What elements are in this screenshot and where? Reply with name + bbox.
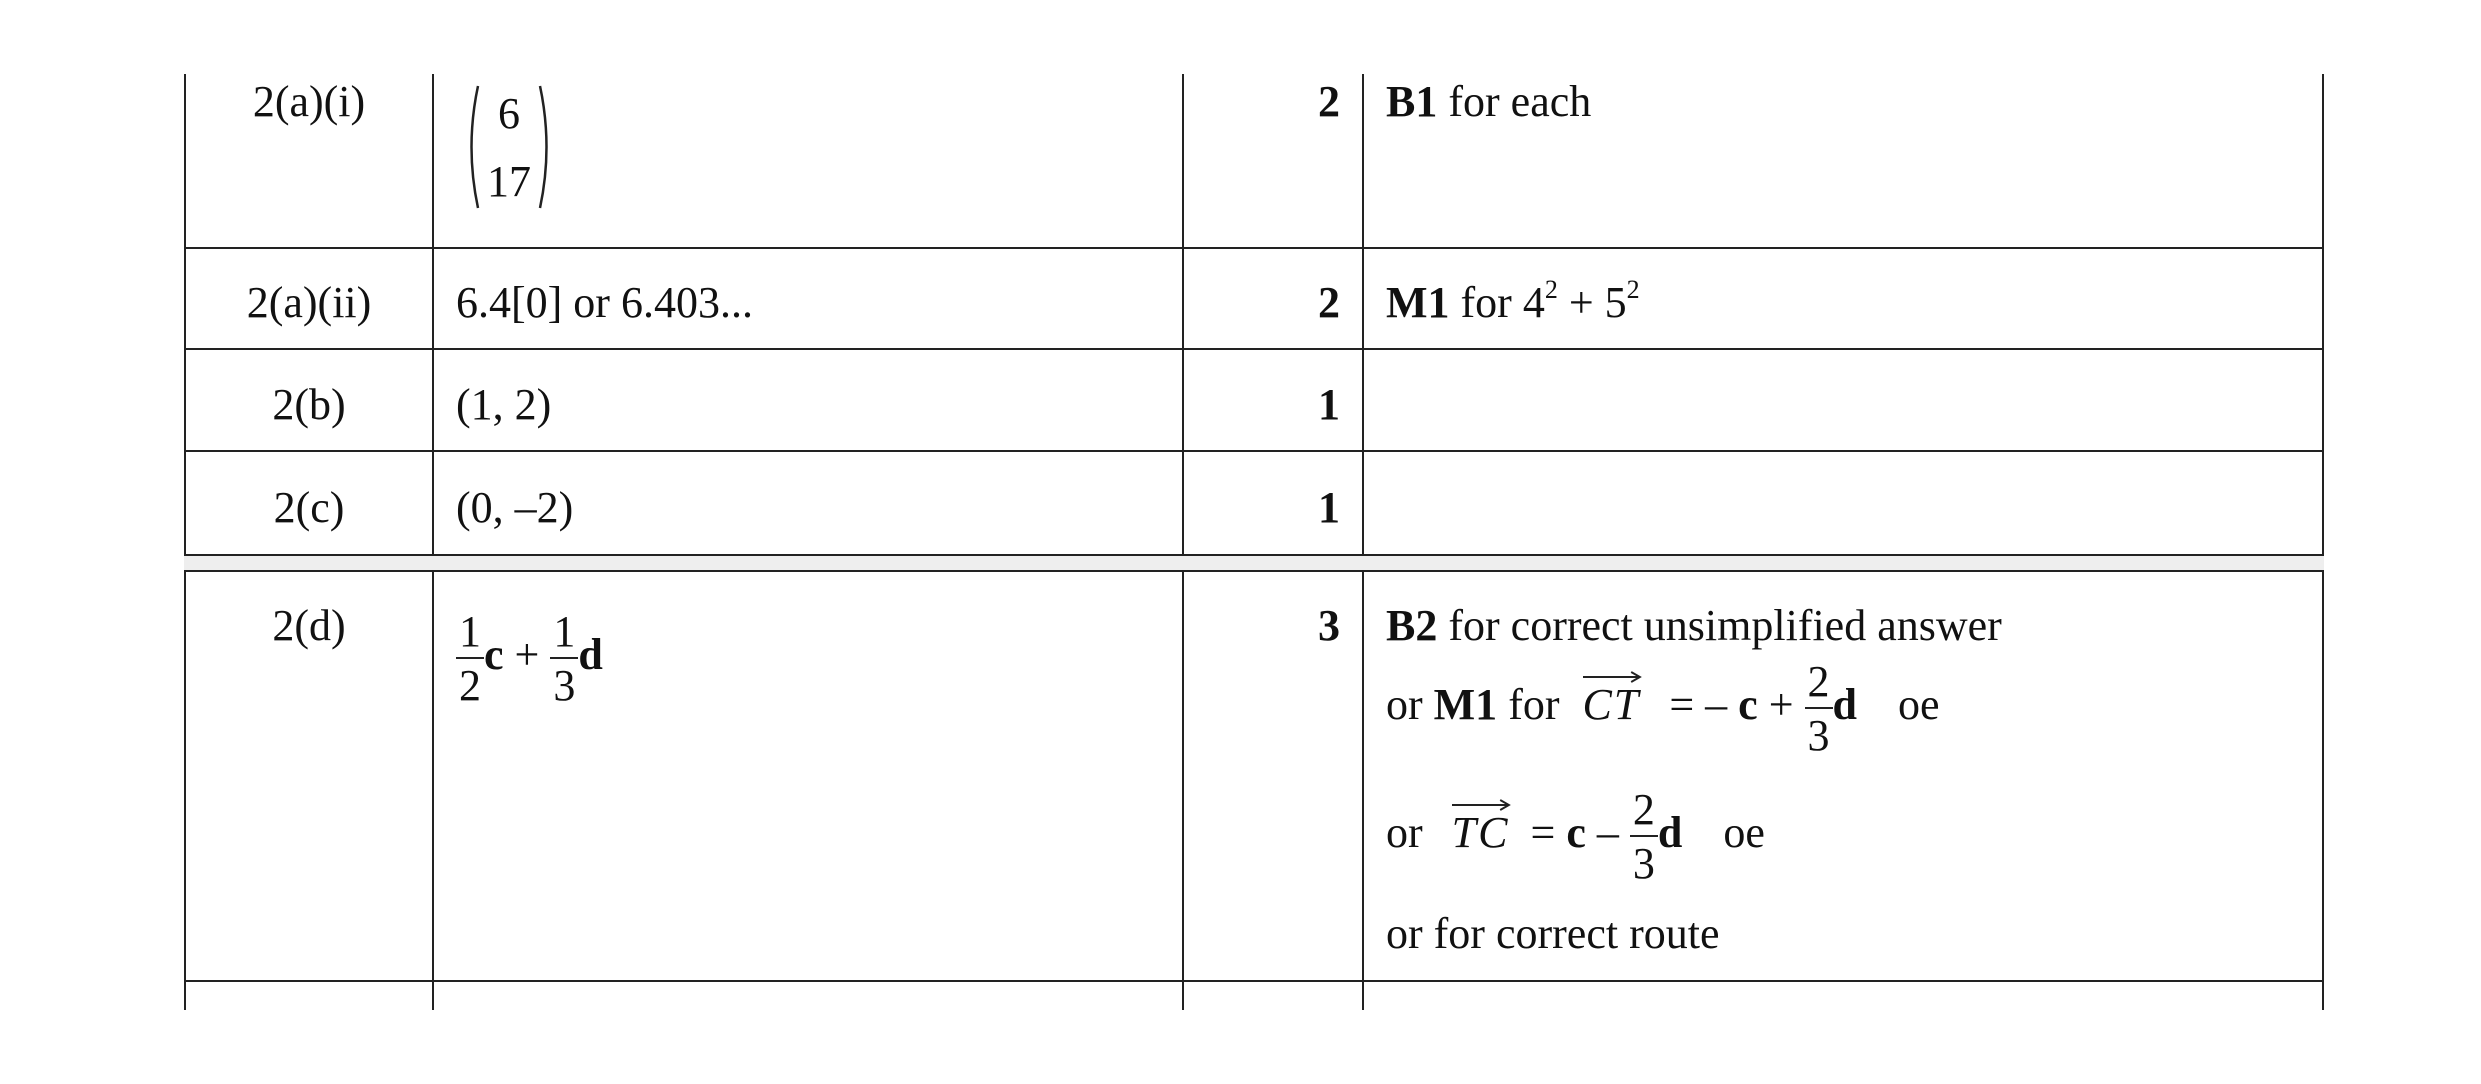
question-number: 2(d) [272,601,346,650]
vector-ct: CT [1583,683,1641,727]
answer-text: 6.4[0] or 6.403... [456,278,753,327]
row-border [184,570,2324,572]
fraction: $\frac{1}{2}$ [456,610,484,708]
question-number: 2(b) [272,380,346,429]
operator: + [514,630,540,680]
notes-text: for each [1437,77,1592,126]
mark-code: M1 [1386,278,1450,327]
vector-arrow-icon [1452,797,1510,813]
fraction: $\frac{1}{3}$ [550,610,578,708]
question-number: 2(c) [273,483,345,532]
vector-tc: TC [1452,811,1510,855]
question-number: 2(a)(i) [252,77,366,126]
notes-line: or M1 for CT = – c + $\frac{2}{3}$ d oe [1386,657,1940,760]
vector-d: d [578,630,603,680]
column-vector-answer [462,82,556,212]
row-border [184,554,2324,556]
answer-text: (0, –2) [456,483,574,532]
row-border [184,980,2324,982]
mark-value: 2 [1318,77,1340,126]
row-border [184,348,2324,350]
vector-arrow-icon [1583,669,1641,685]
vector-bottom-entry: 17 [487,157,531,206]
vector-top-entry: 6 [498,89,520,138]
mark-code: M1 [1433,680,1498,730]
row-border [184,450,2324,452]
notes-line: or for correct route [1386,909,1720,958]
row-border [184,247,2324,249]
answer-text: (1, 2) [456,380,552,429]
mark-value: 1 [1318,380,1340,429]
mark-notes: M1 for $4^2 + 5^2$ [1386,275,1640,327]
mark-value: 3 [1318,601,1340,650]
vector-c: c [484,630,504,680]
mark-value: 2 [1318,278,1340,327]
col-border-right [2322,74,2324,1010]
col-border-1 [432,74,434,1010]
fraction: $\frac{2}{3}$ [1805,660,1833,758]
mark-value: 1 [1318,483,1340,532]
col-border-left [184,74,186,1010]
question-number: 2(a)(ii) [246,278,372,327]
col-border-3 [1362,74,1364,1010]
mark-code: B2 [1386,601,1438,650]
notes-line: or TC = c – $\frac{2}{3}$ d oe [1386,785,1765,888]
fraction: $\frac{2}{3}$ [1630,788,1658,886]
answer-expression [456,607,603,710]
notes-line: B2 for correct unsimplified answer [1386,601,2002,650]
mark-code: B1 [1386,77,1438,126]
mark-notes [1386,77,1592,126]
col-border-2 [1182,74,1184,1010]
